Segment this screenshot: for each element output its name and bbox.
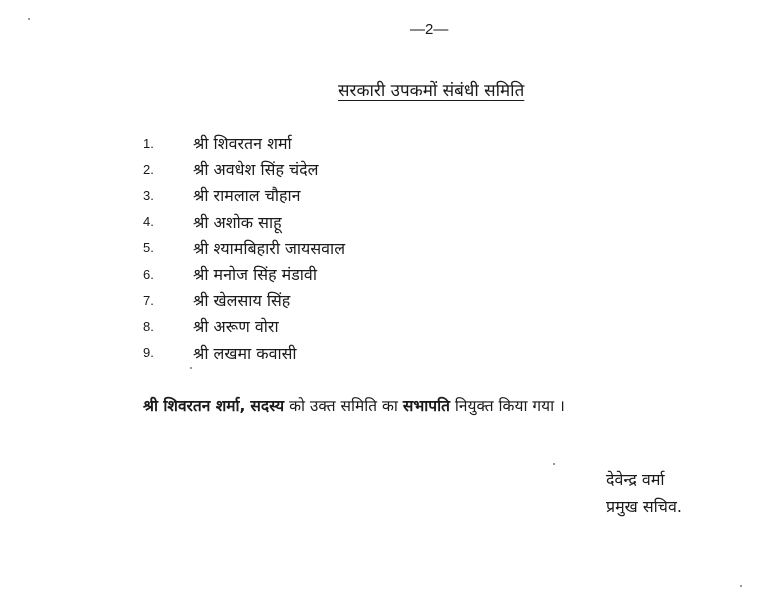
committee-heading: सरकारी उपकमों संबंधी समिति (338, 81, 525, 101)
statement-text: को उक्त समिति का (289, 397, 398, 415)
scan-speck (190, 367, 192, 369)
signatory-name: देवेन्द्र वर्मा (606, 470, 665, 489)
member-number: 7. (143, 292, 154, 308)
list-item (143, 340, 345, 366)
chairman-post: सभापति (402, 397, 450, 415)
member-number: 5. (143, 240, 154, 256)
page-number: —2— (410, 21, 449, 38)
member-name: श्री अरूण वोरा (193, 317, 279, 337)
list-item (143, 156, 345, 182)
member-name: श्री लखमा कवासी (193, 343, 297, 363)
member-number: 3. (143, 187, 154, 203)
member-name: श्री मनोज सिंह मंडावी (193, 265, 317, 285)
member-name: श्री अशोक साहू (193, 212, 282, 232)
member-number: 1. (143, 135, 154, 151)
signatory-title: प्रमुख सचिव. (606, 497, 682, 516)
statement-text-end: नियुक्त किया गया । (454, 397, 565, 415)
member-name: श्री अवधेश सिंह चंदेल (193, 160, 319, 180)
member-name: श्री खेलसाय सिंह (193, 291, 291, 311)
list-item (143, 209, 345, 235)
list-item (143, 261, 345, 287)
member-number: 9. (143, 345, 154, 361)
member-name: श्री शिवरतन शर्मा (193, 134, 292, 154)
list-item (143, 287, 345, 313)
member-number: 4. (143, 214, 154, 230)
member-list (143, 130, 345, 366)
list-item (143, 182, 345, 208)
scan-speck (28, 18, 30, 20)
signature-block (606, 466, 682, 520)
list-item (143, 235, 345, 261)
chairman-name: श्री शिवरतन शर्मा, (143, 397, 246, 415)
scan-speck (740, 585, 742, 587)
member-name: श्री श्यामबिहारी जायसवाल (193, 238, 346, 258)
scan-speck (553, 463, 555, 465)
list-item (143, 313, 345, 339)
member-name: श्री रामलाल चौहान (193, 186, 301, 206)
list-item (143, 130, 345, 156)
member-number: 8. (143, 318, 154, 334)
member-number: 2. (143, 161, 154, 177)
member-number: 6. (143, 266, 154, 282)
member-role: सदस्य (250, 397, 285, 415)
appointment-statement (143, 394, 565, 416)
